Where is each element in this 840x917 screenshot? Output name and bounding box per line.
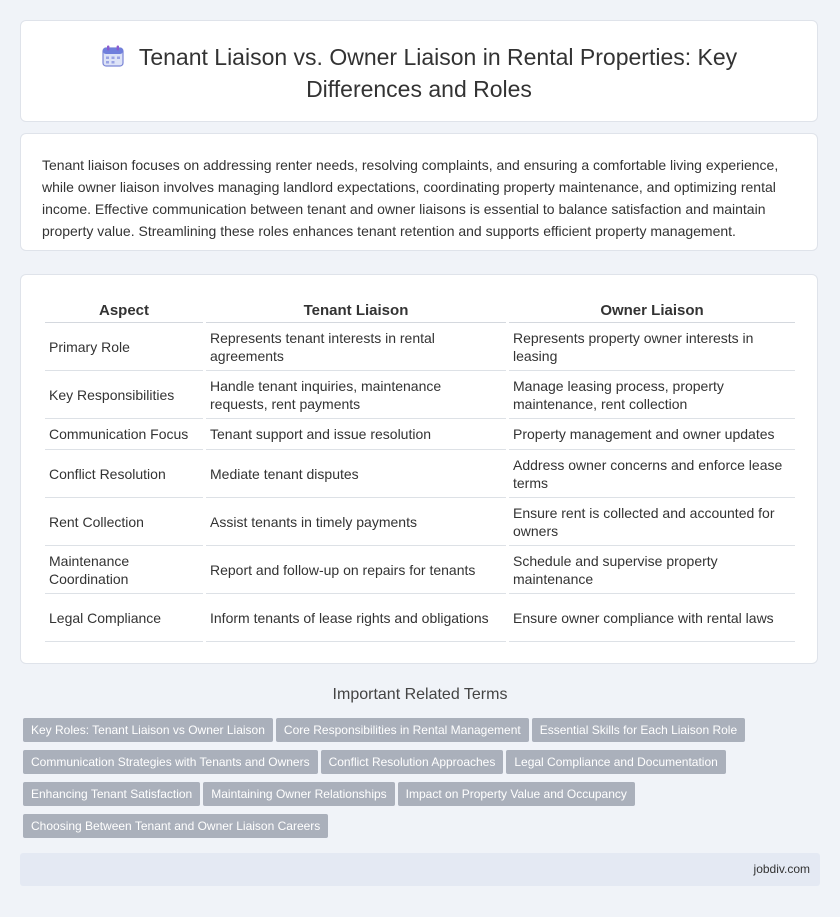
intro-card [20,133,818,251]
footer-site-link[interactable]: jobdiv.com [753,862,810,876]
header-tenant-liaison: Tenant Liaison [206,294,506,323]
related-term-tag[interactable]: Key Roles: Tenant Liaison vs Owner Liaison [23,718,273,742]
title-line-1: Tenant Liaison vs. Owner Liaison in Rental Properties: Key [138,44,738,70]
aspect-cell: Primary Role [45,323,203,371]
related-term-tag[interactable]: Conflict Resolution Approaches [321,750,504,774]
comparison-card [20,274,818,664]
table-row [45,594,795,642]
related-term-tag[interactable]: Impact on Property Value and Occupancy [398,782,635,806]
related-terms-heading: Important Related Terms [332,686,508,703]
tenant-cell: Represents tenant interests in rental agreements [206,323,506,371]
related-term-tag[interactable]: Enhancing Tenant Satisfaction [23,782,200,806]
related-term-tag[interactable]: Maintaining Owner Relationships [203,782,394,806]
footer [20,853,820,886]
table-row [45,546,795,594]
related-term-tag[interactable]: Choosing Between Tenant and Owner Liaison Careers [23,814,328,838]
owner-cell: Ensure owner compliance with rental laws [509,594,795,642]
aspect-cell: Rent Collection [45,498,203,546]
aspect-cell: Key Responsibilities [45,371,203,419]
calendar-icon [101,44,125,75]
table-row [45,323,795,371]
header-owner-liaison: Owner Liaison [509,294,795,323]
header-aspect: Aspect [45,294,203,323]
aspect-cell: Maintenance Coordination [45,546,203,594]
owner-cell: Manage leasing process, property maintenance, rent collection [509,371,795,419]
owner-cell: Property management and owner updates [509,419,795,450]
aspect-cell: Conflict Resolution [45,450,203,498]
owner-cell: Ensure rent is collected and accounted for owners [509,498,795,546]
title-line-2: Differences and Roles [306,76,532,102]
aspect-cell: Communication Focus [45,419,203,450]
table-row [45,371,795,419]
intro-paragraph: Tenant liaison focuses on addressing renter needs, resolving complaints, and ensuring a comfortable living experience, while owner liaison involves managing landlord expectations, coordinating property maintenance, and optimizing rental income. Effective communication between tenant and owner liaisons is essential to balance satisfaction and maintain property value. Streamlining these roles enhances tenant retention and supports efficient property management. [42,157,779,239]
page-title [21,43,817,104]
table-row [45,498,795,546]
table-row [45,450,795,498]
table-header-row [45,294,795,323]
owner-cell: Address owner concerns and enforce lease terms [509,450,795,498]
related-term-tag[interactable]: Communication Strategies with Tenants and Owners [23,750,318,774]
tenant-cell: Handle tenant inquiries, maintenance requests, rent payments [206,371,506,419]
tenant-cell: Inform tenants of lease rights and obligations [206,594,506,642]
title-card [20,20,818,122]
owner-cell: Represents property owner interests in leasing [509,323,795,371]
related-terms-list [23,718,823,846]
tenant-cell: Tenant support and issue resolution [206,419,506,450]
owner-cell: Schedule and supervise property maintenance [509,546,795,594]
aspect-cell: Legal Compliance [45,594,203,642]
related-term-tag[interactable]: Essential Skills for Each Liaison Role [532,718,745,742]
related-term-tag[interactable]: Core Responsibilities in Rental Management [276,718,529,742]
tenant-cell: Mediate tenant disputes [206,450,506,498]
tenant-cell: Assist tenants in timely payments [206,498,506,546]
tenant-cell: Report and follow-up on repairs for tenants [206,546,506,594]
table-row [45,419,795,450]
related-term-tag[interactable]: Legal Compliance and Documentation [506,750,725,774]
comparison-table [42,294,798,642]
